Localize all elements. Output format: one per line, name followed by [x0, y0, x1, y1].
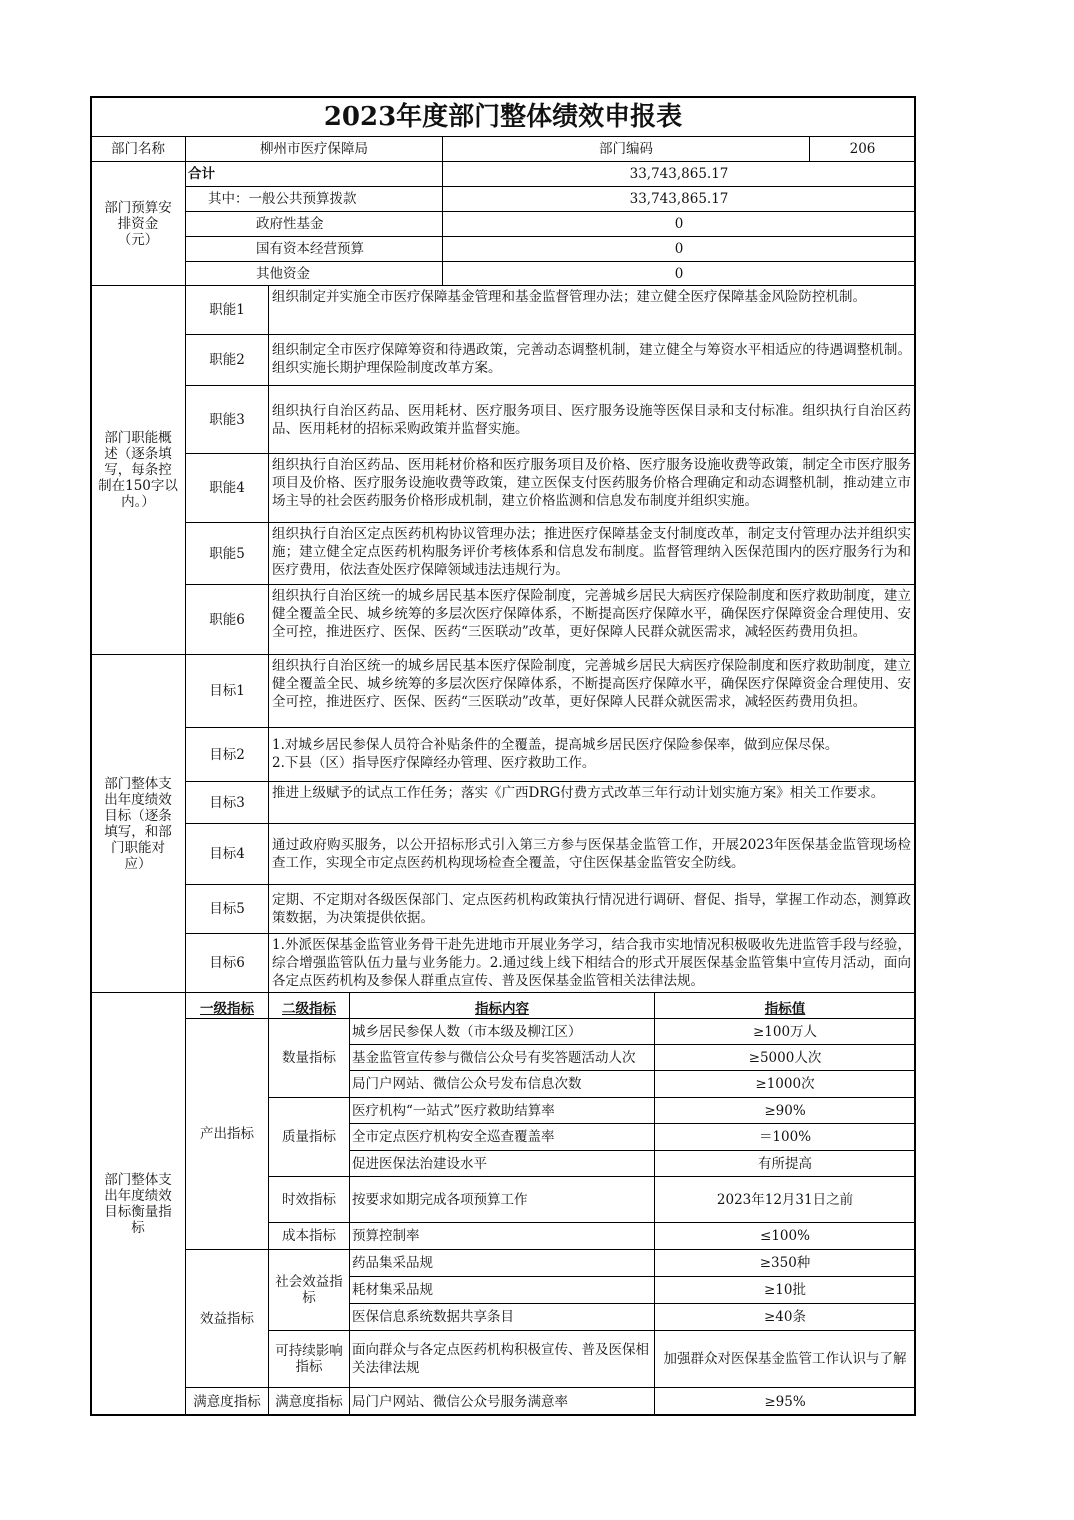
- goal-label: 目标2: [185, 727, 269, 782]
- metric-value: ≥5000人次: [654, 1044, 916, 1071]
- goal-text: 定期、不定期对各级医保部门、定点医药机构政策执行情况进行调研、督促、指导，掌握工作动态，测算政策数据，为决策提供依据。: [268, 884, 916, 934]
- function-text: 组织执行自治区统一的城乡居民基本医疗保险制度，完善城乡居民大病医疗保险制度和医疗救助制度，建立健全覆盖全民、城乡统筹的多层次医疗保障体系，不断提高医疗保障水平，确保医疗保障资金合理使用、安全可控，推进医疗、医保、医药“三医联动”改革，更好保障人民群众就医需求，减轻医药费用负担。: [268, 584, 916, 655]
- page-title: 2023年度部门整体绩效申报表: [90, 96, 916, 137]
- budget-state-capital-label: 国有资本经营预算: [185, 236, 443, 262]
- metric-value: ≤100%: [654, 1222, 916, 1250]
- metric-content: 局门户网站、微信公众号发布信息次数: [349, 1070, 655, 1098]
- function-label: 职能6: [185, 584, 269, 655]
- metrics-section-label: 部门整体支 出年度绩效 目标衡量指 标: [90, 992, 186, 1416]
- budget-total-label: 合计: [185, 161, 443, 187]
- metric-value: 有所提高: [654, 1150, 916, 1177]
- level2-sustainable: 可持续影响 指标: [268, 1330, 350, 1388]
- goal-label: 目标5: [185, 884, 269, 934]
- goal-text: 通过政府购买服务，以公开招标形式引入第三方参与医保基金监管工作，开展2023年医保基金监管现场检查工作，实现全市定点医药机构现场检查全覆盖，守住医保基金监管安全防线。: [268, 823, 916, 885]
- metric-content: 药品集采品规: [349, 1249, 655, 1277]
- function-label: 职能5: [185, 522, 269, 585]
- metric-value: ≥350种: [654, 1249, 916, 1277]
- budget-section-label: 部门预算安 排资金 （元）: [90, 161, 186, 286]
- metric-content: 按要求如期完成各项预算工作: [349, 1176, 655, 1223]
- function-text: 组织制定全市医疗保障筹资和待遇政策，完善动态调整机制，建立健全与筹资水平相适应的待遇调整机制。组织实施长期护理保险制度改革方案。: [268, 334, 916, 386]
- metric-content: 面向群众与各定点医药机构积极宣传、普及医保相关法律法规: [349, 1330, 655, 1388]
- metric-value: ≥95%: [654, 1387, 916, 1416]
- function-text: 组织制定并实施全市医疗保障基金管理和基金监督管理办法；建立健全医疗保障基金风险防控机制。: [268, 285, 916, 335]
- metric-value: ≥90%: [654, 1097, 916, 1124]
- budget-fund-value: 0: [442, 211, 916, 237]
- goal-label: 目标4: [185, 823, 269, 885]
- header-value: 指标值: [654, 992, 916, 1019]
- budget-other-value: 0: [442, 261, 916, 286]
- level2-cost: 成本指标: [268, 1222, 350, 1250]
- functions-section-label: 部门职能概 述（逐条填 写，每条控 制在150字以 内。）: [90, 285, 186, 655]
- budget-general-value: 33,743,865.17: [442, 186, 916, 212]
- level2-timeliness: 时效指标: [268, 1176, 350, 1223]
- metric-value: 加强群众对医保基金监管工作认识与了解: [654, 1330, 916, 1388]
- budget-other-label: 其他资金: [185, 261, 443, 286]
- function-label: 职能3: [185, 385, 269, 454]
- goals-section-label: 部门整体支 出年度绩效 目标（逐条 填写，和部 门职能对 应）: [90, 654, 186, 993]
- function-text: 组织执行自治区药品、医用耗材、医疗服务项目、医疗服务设施等医保目录和支付标准。组织执行自治区药品、医用耗材的招标采购政策并监督实施。: [268, 385, 916, 454]
- header-level2: 二级指标: [268, 992, 350, 1019]
- goal-label: 目标3: [185, 781, 269, 824]
- metric-content: 医保信息系统数据共享条目: [349, 1303, 655, 1331]
- metric-content: 城乡居民参保人数（市本级及柳江区）: [349, 1018, 655, 1045]
- function-label: 职能1: [185, 285, 269, 335]
- function-label: 职能4: [185, 453, 269, 523]
- metric-content: 耗材集采品规: [349, 1276, 655, 1304]
- dept-name-label: 部门名称: [90, 136, 186, 162]
- header-level1: 一级指标: [185, 992, 269, 1019]
- level2-social: 社会效益指 标: [268, 1249, 350, 1331]
- budget-state-capital-value: 0: [442, 236, 916, 262]
- metric-value: ≥100万人: [654, 1018, 916, 1045]
- goal-label: 目标6: [185, 933, 269, 993]
- level2-satisfaction: 满意度指标: [268, 1387, 350, 1416]
- dept-code-value: 206: [809, 136, 916, 162]
- metric-content: 基金监管宣传参与微信公众号有奖答题活动人次: [349, 1044, 655, 1071]
- metric-value: 2023年12月31日之前: [654, 1176, 916, 1223]
- metric-value: ≥40条: [654, 1303, 916, 1331]
- dept-code-label: 部门编码: [442, 136, 810, 162]
- metric-value: ≥10批: [654, 1276, 916, 1304]
- goal-label: 目标1: [185, 654, 269, 728]
- header-content: 指标内容: [349, 992, 655, 1019]
- metric-content: 局门户网站、微信公众号服务满意率: [349, 1387, 655, 1416]
- level2-quality: 质量指标: [268, 1097, 350, 1177]
- metric-value: ≥1000次: [654, 1070, 916, 1098]
- level1-satisfaction: 满意度指标: [185, 1387, 269, 1416]
- goal-text: 1.对城乡居民参保人员符合补贴条件的全覆盖，提高城乡居民医疗保险参保率，做到应保尽保。 2.下县（区）指导医疗保障经办管理、医疗救助工作。: [268, 727, 916, 782]
- function-label: 职能2: [185, 334, 269, 386]
- goal-text: 组织执行自治区统一的城乡居民基本医疗保险制度，完善城乡居民大病医疗保险制度和医疗救助制度，建立健全覆盖全民、城乡统筹的多层次医疗保障体系，不断提高医疗保障水平，确保医疗保障资金合理使用、安全可控，推进医疗、医保、医药“三医联动”改革，更好保障人民群众就医需求，减轻医药费用负担。: [268, 654, 916, 728]
- function-text: 组织执行自治区定点医药机构协议管理办法；推进医疗保障基金支付制度改革，制定支付管理办法并组织实施；建立健全定点医药机构服务评价考核体系和信息发布制度。监督管理纳入医保范围内的医疗服务行为和医疗费用，依法查处医疗保障领域违法违规行为。: [268, 522, 916, 585]
- level1-benefit: 效益指标: [185, 1249, 269, 1388]
- metric-content: 预算控制率: [349, 1222, 655, 1250]
- level1-output: 产出指标: [185, 1018, 269, 1250]
- dept-name-value: 柳州市医疗保障局: [185, 136, 443, 162]
- goal-text: 1.外派医保基金监管业务骨干赴先进地市开展业务学习，结合我市实地情况积极吸收先进监管手段与经验，综合增强监管队伍力量与业务能力。2.通过线上线下相结合的形式开展医保基金监管集中宣传月活动，面向各定点医药机构及参保人群重点宣传、普及医保基金监管相关法律法规。: [268, 933, 916, 993]
- level2-quantity: 数量指标: [268, 1018, 350, 1098]
- goal-text: 推进上级赋予的试点工作任务；落实《广西DRG付费方式改革三年行动计划实施方案》相关工作要求。: [268, 781, 916, 824]
- metric-content: 全市定点医疗机构安全巡查覆盖率: [349, 1123, 655, 1151]
- budget-general-label: 其中：一般公共预算拨款: [185, 186, 443, 212]
- budget-total-value: 33,743,865.17: [442, 161, 916, 187]
- function-text: 组织执行自治区药品、医用耗材价格和医疗服务项目及价格、医疗服务设施收费等政策，制定全市医疗服务项目及价格、医疗服务设施收费等政策，建立医保支付医药服务价格合理确定和动态调整机制，推动建立市场主导的社会医药服务价格形成机制，建立价格监测和信息发布制度并组织实施。: [268, 453, 916, 523]
- metric-content: 医疗机构“一站式”医疗救助结算率: [349, 1097, 655, 1124]
- performance-form: [90, 96, 916, 1416]
- metric-value: ＝100%: [654, 1123, 916, 1151]
- metric-content: 促进医保法治建设水平: [349, 1150, 655, 1177]
- budget-fund-label: 政府性基金: [185, 211, 443, 237]
